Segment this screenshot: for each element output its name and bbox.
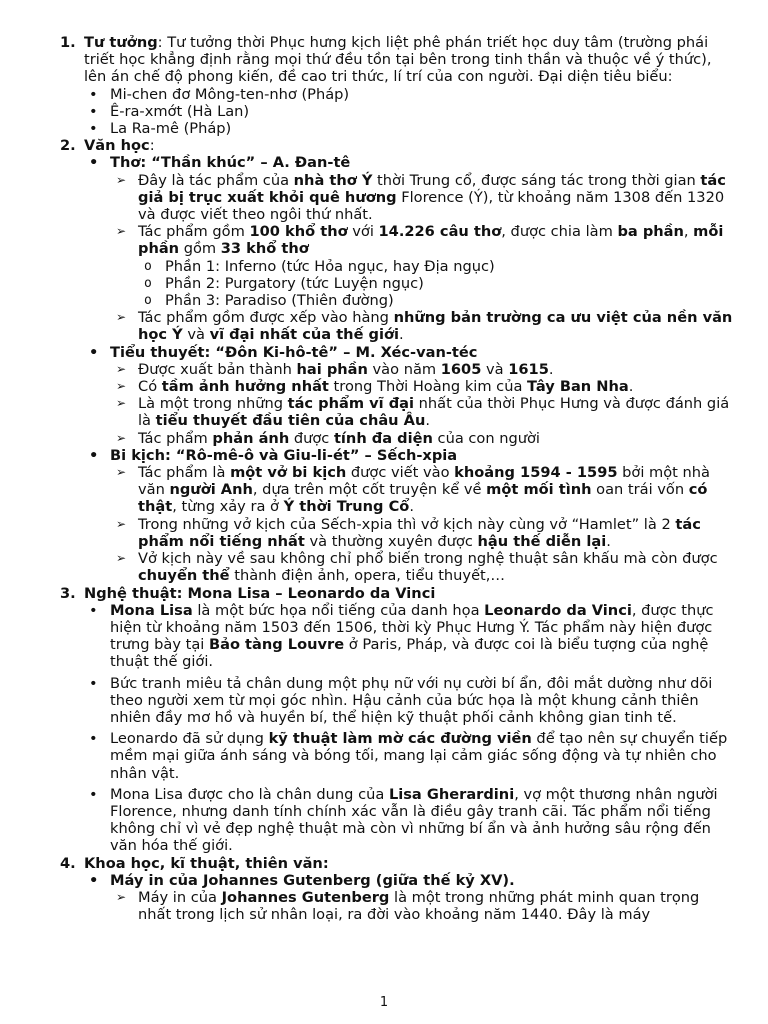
list-item: o Phần 1: Inferno (tức Hỏa ngục, hay Địa ngục) xyxy=(144,257,495,275)
list-item: • Mona Lisa là một bức họa nổi tiếng của danh họa Leonardo da Vinci, được thực hiện từ khoảng năm 1503 đến 1506, thời kỳ Phục Hưng Ý. Tác phẩm này hiện được trưng bày tại Bảo tàng Louvre ở Paris, Pháp, và được coi là biểu tượng của nghệ thuật thế giới. xyxy=(89,601,714,671)
bullet-arrow-icon: ➢ xyxy=(116,361,127,376)
bullet-arrow-icon: ➢ xyxy=(116,430,127,445)
bullet-arrow-icon: ➢ xyxy=(116,889,127,904)
list-item: o Phần 3: Paradiso (Thiên đường) xyxy=(144,292,394,310)
bullet-disc-icon: • xyxy=(89,785,98,803)
bullet-disc-icon: • xyxy=(89,120,98,138)
section-4 xyxy=(60,855,736,872)
bullet-disc-icon: • xyxy=(89,871,99,889)
list-item: • Leonardo đã sử dụng kỹ thuật làm mờ các đường viền để tạo nên sự chuyển tiếp mềm mại giữa ánh sáng và bóng tối, mang lại cảm giác sống động và tự nhiên cho nhân vật. xyxy=(89,730,728,782)
list-item: • Mona Lisa được cho là chân dung của Lisa Gherardini, vợ một thương nhân người Florence, nhưng danh tính chính xác vẫn là điều gây tranh cãi. Tác phẩm nổi tiếng không chỉ vì vẻ đẹp nghệ thuật mà còn vì những bí ẩn và ảnh hưởng sâu rộng đến văn hóa thế giới. xyxy=(89,785,718,855)
bullet-arrow-icon: ➢ xyxy=(116,516,127,531)
bullet-arrow-icon: ➢ xyxy=(116,310,127,325)
list-item: ➢ Tác phẩm là một vở bi kịch được viết vào khoảng 1594 - 1595 bởi một nhà văn người Anh, dựa trên một cốt truyện kể về một mối tình oan trái vốn có thật, từng xảy ra ở Ý thời Trung Cổ. xyxy=(116,464,710,516)
bullet-circle-icon: o xyxy=(144,293,152,309)
list-item: ➢ Được xuất bản thành hai phần vào năm 1605 và 1615. xyxy=(116,360,554,378)
bullet-disc-icon: • xyxy=(89,343,99,361)
section-3 xyxy=(60,585,736,602)
list-item: • La Ra-mê (Pháp) xyxy=(89,120,232,138)
bullet-disc-icon: • xyxy=(89,85,98,103)
bullet-arrow-icon: ➢ xyxy=(116,396,127,411)
section-title: Khoa học, kĩ thuật, thiên văn: xyxy=(84,854,329,872)
page-number: 1 xyxy=(379,995,389,1010)
bullet-arrow-icon: ➢ xyxy=(116,551,127,566)
list-item: ➢ Đây là tác phẩm của nhà thơ Ý thời Trung cổ, được sáng tác trong thời gian tác giả bị trục xuất khỏi quê hương Florence (Ý), từ khoảng năm 1308 đến 1320 và được viết theo ngôi thứ nhất. xyxy=(116,171,726,224)
document-body xyxy=(60,34,736,923)
bullet-disc-icon: • xyxy=(89,601,98,619)
list-item: o Phần 2: Purgatory (tức Luyện ngục) xyxy=(144,274,424,292)
bullet-circle-icon: o xyxy=(144,275,152,291)
section-2: 2. Văn học: xyxy=(60,137,155,155)
list-item: • Ê-ra-xmớt (Hà Lan) xyxy=(89,102,250,120)
subheading-tho: • Thơ: “Thần khúc” – A. Đan-tê xyxy=(89,154,351,172)
bullet-arrow-icon: ➢ xyxy=(116,379,127,394)
list-item: ➢ Tác phẩm phản ánh được tính đa diện của con người xyxy=(116,429,540,447)
bullet-arrow-icon: ➢ xyxy=(116,465,127,480)
bullet-disc-icon: • xyxy=(89,730,98,748)
bullet-disc-icon: • xyxy=(89,446,99,464)
list-item: ➢ Máy in của Johannes Gutenberg là một trong những phát minh quan trọng nhất trong lịch sử nhân loại, ra đời vào khoảng năm 1440. Đây là máy xyxy=(116,888,700,924)
list-item: ➢ Vở kịch này về sau không chỉ phổ biến trong nghệ thuật sân khấu mà còn được chuyển thể thành điện ảnh, opera, tiểu thuyết,… xyxy=(116,550,718,585)
section-title: Tư tưởng xyxy=(84,34,158,51)
subheading-bi-kich: • Bi kịch: “Rô-mê-ô và Giu-li-ét” – Sếch-xpia xyxy=(89,446,458,464)
section-number: 3. xyxy=(60,584,76,602)
bullet-circle-icon: o xyxy=(144,258,152,274)
section-number: 4. xyxy=(60,854,76,872)
section-text: : Tư tưởng thời Phục hưng kịch liệt phê phán triết học duy tâm (trường phái triết học khẳng định rằng mọi thứ đều tồn tại bên trong tinh thần và thuộc về ý thức), lên án chế độ phong kiến, đề cao tri thức, lí trí của con người. Đại diện tiêu biểu: xyxy=(84,34,712,86)
bullet-disc-icon: • xyxy=(89,102,98,120)
list-item: ➢ Tác phẩm gồm được xếp vào hàng những bản trường ca ưu việt của nền văn học Ý và vĩ đại nhất của thế giới. xyxy=(116,309,733,344)
section-number: 1. xyxy=(60,34,76,51)
list-item: ➢ Trong những vở kịch của Sếch-xpia thì vở kịch này cùng vở “Hamlet” là 2 tác phẩm nổi tiếng nhất và thường xuyên được hậu thế diễn lại. xyxy=(116,515,701,550)
section-title: Nghệ thuật: Mona Lisa – Leonardo da Vinci xyxy=(84,584,436,602)
bullet-arrow-icon: ➢ xyxy=(116,172,127,187)
list-item: ➢ Là một trong những tác phẩm vĩ đại nhất của thời Phục Hưng và được đánh giá là tiểu thuyết đầu tiên của châu Âu. xyxy=(116,395,730,430)
subheading-may-in: • Máy in của Johannes Gutenberg (giữa thế kỷ XV). xyxy=(89,871,515,889)
list-item: • Bức tranh miêu tả chân dung một phụ nữ với nụ cười bí ẩn, đôi mắt dường như dõi theo người xem từ mọi góc nhìn. Hậu cảnh của bức họa là một khung cảnh thiên nhiên đầy mơ hồ và huyền bí, thể hiện kỹ thuật phối cảnh không gian tinh tế. xyxy=(89,674,713,726)
list-item: • Mi-chen đơ Mông-ten-nhơ (Pháp) xyxy=(89,85,350,103)
subheading-tieu-thuyet: • Tiểu thuyết: “Đôn Ki-hô-tê” – M. Xéc-van-téc xyxy=(89,343,478,361)
section-title: Văn học xyxy=(84,137,150,155)
bullet-disc-icon: • xyxy=(89,674,98,692)
section-1 xyxy=(60,34,736,86)
section-number: 2. xyxy=(60,137,76,155)
list-item: ➢ Tác phẩm gồm 100 khổ thơ với 14.226 câu thơ, được chia làm ba phần, mỗi phần gồm 33 khổ thơ xyxy=(116,223,724,258)
bullet-arrow-icon: ➢ xyxy=(116,224,127,239)
list-item: ➢ Có tầm ảnh hưởng nhất trong Thời Hoàng kim của Tây Ban Nha. xyxy=(116,378,634,396)
bullet-disc-icon: • xyxy=(89,154,99,172)
